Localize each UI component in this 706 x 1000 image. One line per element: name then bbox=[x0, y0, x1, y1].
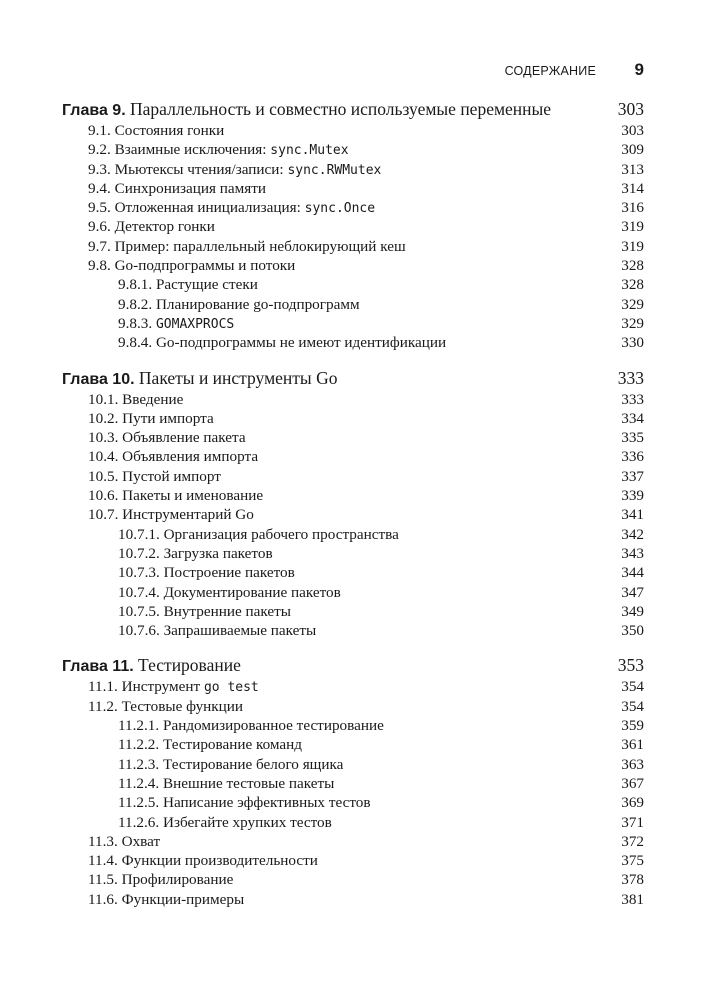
entry-page: 369 bbox=[621, 794, 644, 812]
entry-title: Загрузка пакетов bbox=[163, 544, 273, 562]
entry-number: 11.2.6. bbox=[118, 813, 160, 831]
entry-number: 11.2.1. bbox=[118, 717, 160, 735]
toc-subsection-entry[interactable] bbox=[62, 735, 644, 754]
entry-title: Функции-примеры bbox=[121, 890, 245, 908]
entry-number: 11.5. bbox=[88, 871, 118, 889]
entry-title: Тестовые функции bbox=[121, 697, 244, 715]
entry-title: Детектор гонки bbox=[114, 218, 215, 236]
entry-title: Go-подпрограммы не имеют идентификации bbox=[155, 334, 447, 352]
entry-page: 313 bbox=[621, 160, 644, 178]
toc-section-entry[interactable] bbox=[62, 140, 644, 159]
entry-number: 11.2.3. bbox=[118, 755, 160, 773]
toc-section-entry[interactable] bbox=[62, 256, 644, 275]
entry-title: Внешние тестовые пакеты bbox=[163, 774, 335, 792]
toc-subsection-entry[interactable] bbox=[62, 774, 644, 793]
entry-page: 336 bbox=[621, 448, 644, 466]
entry-page: 339 bbox=[621, 487, 644, 505]
entry-number: 9.5. bbox=[88, 199, 111, 217]
entry-title: Документирование пакетов bbox=[163, 583, 341, 601]
entry-code: GOMAXPROCS bbox=[155, 316, 235, 332]
toc-section-entry[interactable] bbox=[62, 390, 644, 409]
entry-page: 328 bbox=[621, 276, 644, 294]
entry-page: 367 bbox=[621, 774, 644, 792]
entry-page: 309 bbox=[621, 141, 644, 159]
entry-code: sync.Once bbox=[304, 201, 376, 217]
toc-section-entry[interactable] bbox=[62, 121, 644, 140]
entry-page: 329 bbox=[621, 314, 644, 332]
toc-subsection-entry[interactable] bbox=[62, 295, 644, 314]
entry-number: 9.2. bbox=[88, 141, 111, 159]
entry-title: Растущие стеки bbox=[155, 276, 258, 294]
entry-page: 329 bbox=[621, 295, 644, 313]
entry-page: 372 bbox=[621, 832, 644, 850]
chapter-title: Тестирование bbox=[138, 655, 241, 676]
entry-title: Состояния гонки bbox=[114, 122, 225, 139]
entry-page: 354 bbox=[621, 678, 644, 696]
entry-title: Отложенная инициализация: bbox=[114, 199, 301, 217]
entry-number: 9.8.3. bbox=[118, 314, 153, 332]
toc-subsection-entry[interactable] bbox=[62, 314, 644, 333]
entry-number: 10.6. bbox=[88, 487, 119, 505]
entry-title: Профилирование bbox=[121, 871, 234, 889]
entry-title: Инструментарий Go bbox=[122, 506, 254, 524]
entry-page: 303 bbox=[621, 122, 644, 139]
entry-number: 9.1. bbox=[88, 122, 111, 139]
entry-title: Тестирование белого ящика bbox=[163, 755, 344, 773]
entry-number: 11.1. bbox=[88, 678, 118, 696]
toc-subsection-entry[interactable] bbox=[62, 275, 644, 294]
entry-title: Тестирование команд bbox=[163, 736, 303, 754]
entry-page: 337 bbox=[621, 467, 644, 485]
entry-page: 363 bbox=[621, 755, 644, 773]
chapter-heading[interactable] bbox=[62, 97, 644, 121]
chapter-page: 303 bbox=[617, 99, 644, 119]
entry-page: 333 bbox=[621, 390, 644, 408]
entry-number: 10.7.5. bbox=[118, 602, 160, 620]
entry-title: Охват bbox=[121, 832, 161, 850]
chapter-title: Параллельность и совместно используемые переменные bbox=[130, 99, 552, 119]
entry-page: 371 bbox=[621, 813, 644, 831]
entry-number: 10.7.6. bbox=[118, 622, 160, 640]
toc-section-entry[interactable] bbox=[62, 409, 644, 428]
entry-number: 10.7.3. bbox=[118, 564, 160, 582]
entry-page: 344 bbox=[621, 564, 644, 582]
entry-code: sync.RWMutex bbox=[287, 162, 382, 178]
entry-title: Избегайте хрупких тестов bbox=[163, 813, 332, 831]
entry-number: 10.7.4. bbox=[118, 583, 160, 601]
toc-section-entry[interactable] bbox=[62, 870, 644, 889]
toc-subsection-entry[interactable] bbox=[62, 583, 644, 602]
entry-page: 328 bbox=[621, 257, 644, 275]
entry-page: 347 bbox=[621, 583, 644, 601]
entry-code: go test bbox=[203, 680, 259, 696]
toc-section-entry[interactable] bbox=[62, 198, 644, 217]
entry-page: 350 bbox=[621, 622, 644, 640]
entry-code: sync.Mutex bbox=[270, 143, 349, 159]
toc-section-entry[interactable] bbox=[62, 832, 644, 851]
entry-number: 10.3. bbox=[88, 429, 119, 447]
entry-title: Рандомизированное тестирование bbox=[163, 717, 384, 735]
entry-title: Организация рабочего пространства bbox=[163, 525, 399, 543]
chapter-section bbox=[62, 97, 644, 353]
entry-title: Go-подпрограммы и потоки bbox=[114, 257, 296, 275]
entry-title: Мьютексы чтения/записи: bbox=[114, 160, 284, 178]
entry-number: 11.2. bbox=[88, 697, 118, 715]
chapter-title: Пакеты и инструменты Go bbox=[138, 367, 338, 388]
running-head-title: СОДЕРЖАНИЕ bbox=[504, 64, 596, 78]
entry-number: 9.4. bbox=[88, 179, 111, 197]
entry-page: 361 bbox=[621, 736, 644, 754]
entry-page: 334 bbox=[621, 409, 644, 427]
entry-page: 354 bbox=[621, 697, 644, 715]
entry-number: 11.2.2. bbox=[118, 736, 160, 754]
entry-title: Синхронизация памяти bbox=[114, 179, 267, 197]
entry-page: 378 bbox=[621, 871, 644, 889]
entry-number: 11.2.4. bbox=[118, 774, 160, 792]
entry-title: Инструмент bbox=[121, 678, 201, 696]
chapter-label: Глава 11. bbox=[62, 658, 134, 676]
entry-title: Планирование go-подпрограмм bbox=[155, 295, 360, 313]
toc-section-entry[interactable] bbox=[62, 697, 644, 716]
page-number: 9 bbox=[634, 60, 644, 79]
toc-section-entry[interactable] bbox=[62, 486, 644, 505]
entry-title: Запрашиваемые пакеты bbox=[163, 622, 317, 640]
entry-page: 316 bbox=[621, 199, 644, 217]
toc-subsection-entry[interactable] bbox=[62, 525, 644, 544]
toc-subsection-entry[interactable] bbox=[62, 544, 644, 563]
entry-page: 375 bbox=[621, 852, 644, 870]
entry-number: 10.7. bbox=[88, 506, 119, 524]
toc-subsection-entry[interactable] bbox=[62, 621, 644, 640]
chapter-heading[interactable] bbox=[62, 366, 644, 390]
chapter-page: 353 bbox=[617, 655, 644, 676]
toc-subsection-entry[interactable] bbox=[62, 602, 644, 621]
running-head bbox=[0, 60, 644, 84]
entry-title: Объявление пакета bbox=[122, 429, 246, 447]
entry-number: 10.2. bbox=[88, 409, 119, 427]
chapter-page: 333 bbox=[617, 367, 644, 388]
entry-page: 330 bbox=[621, 334, 644, 352]
entry-title: Функции производительности bbox=[121, 852, 318, 870]
entry-number: 10.7.1. bbox=[118, 525, 160, 543]
entry-page: 342 bbox=[621, 525, 644, 543]
entry-number: 11.2.5. bbox=[118, 794, 160, 812]
entry-number: 10.5. bbox=[88, 467, 119, 485]
entry-number: 11.4. bbox=[88, 852, 118, 870]
entry-page: 381 bbox=[621, 890, 644, 908]
entry-number: 9.7. bbox=[88, 237, 111, 255]
toc-section-entry[interactable] bbox=[62, 160, 644, 179]
entry-page: 359 bbox=[621, 717, 644, 735]
entry-title: Объявления импорта bbox=[122, 448, 259, 466]
toc-subsection-entry[interactable] bbox=[62, 755, 644, 774]
table-of-contents bbox=[62, 97, 644, 909]
toc-section-entry[interactable] bbox=[62, 890, 644, 909]
entry-title: Введение bbox=[122, 390, 184, 408]
entry-page: 314 bbox=[621, 179, 644, 197]
toc-subsection-entry[interactable] bbox=[62, 563, 644, 582]
toc-section-entry[interactable] bbox=[62, 505, 644, 524]
entry-title: Пути импорта bbox=[122, 409, 214, 427]
entry-number: 10.4. bbox=[88, 448, 119, 466]
toc-subsection-entry[interactable] bbox=[62, 813, 644, 832]
entry-title: Написание эффективных тестов bbox=[163, 794, 371, 812]
entry-number: 10.7.2. bbox=[118, 544, 160, 562]
chapter-label: Глава 10. bbox=[62, 370, 135, 388]
entry-number: 9.6. bbox=[88, 218, 111, 236]
chapter-heading[interactable] bbox=[62, 653, 644, 677]
entry-page: 341 bbox=[621, 506, 644, 524]
entry-title: Взаимные исключения: bbox=[114, 141, 267, 159]
entry-number: 10.1. bbox=[88, 390, 119, 408]
toc-section-entry[interactable] bbox=[62, 428, 644, 447]
entry-number: 9.8. bbox=[88, 257, 111, 275]
toc-section-entry[interactable] bbox=[62, 179, 644, 198]
toc-section-entry[interactable] bbox=[62, 447, 644, 466]
chapter-label: Глава 9. bbox=[62, 102, 126, 119]
chapter-section bbox=[62, 366, 644, 641]
entry-page: 319 bbox=[621, 237, 644, 255]
entry-page: 343 bbox=[621, 544, 644, 562]
toc-section-entry[interactable] bbox=[62, 217, 644, 236]
toc-subsection-entry[interactable] bbox=[62, 333, 644, 352]
entry-page: 335 bbox=[621, 429, 644, 447]
entry-number: 9.8.2. bbox=[118, 295, 153, 313]
entry-title: Внутренние пакеты bbox=[163, 602, 291, 620]
entry-number: 9.3. bbox=[88, 160, 111, 178]
toc-subsection-entry[interactable] bbox=[62, 716, 644, 735]
entry-title: Пакеты и именование bbox=[122, 487, 264, 505]
entry-number: 9.8.1. bbox=[118, 276, 153, 294]
entry-title: Пустой импорт bbox=[122, 467, 221, 485]
chapter-section bbox=[62, 653, 644, 909]
entry-title: Построение пакетов bbox=[163, 564, 295, 582]
toc-section-entry[interactable] bbox=[62, 677, 644, 696]
toc-section-entry[interactable] bbox=[62, 467, 644, 486]
toc-section-entry[interactable] bbox=[62, 851, 644, 870]
entry-number: 9.8.4. bbox=[118, 334, 153, 352]
entry-title: Пример: параллельный неблокирующий кеш bbox=[114, 237, 406, 255]
entry-page: 349 bbox=[621, 602, 644, 620]
toc-section-entry[interactable] bbox=[62, 237, 644, 256]
entry-number: 11.3. bbox=[88, 832, 118, 850]
toc-subsection-entry[interactable] bbox=[62, 793, 644, 812]
entry-page: 319 bbox=[621, 218, 644, 236]
entry-number: 11.6. bbox=[88, 890, 118, 908]
